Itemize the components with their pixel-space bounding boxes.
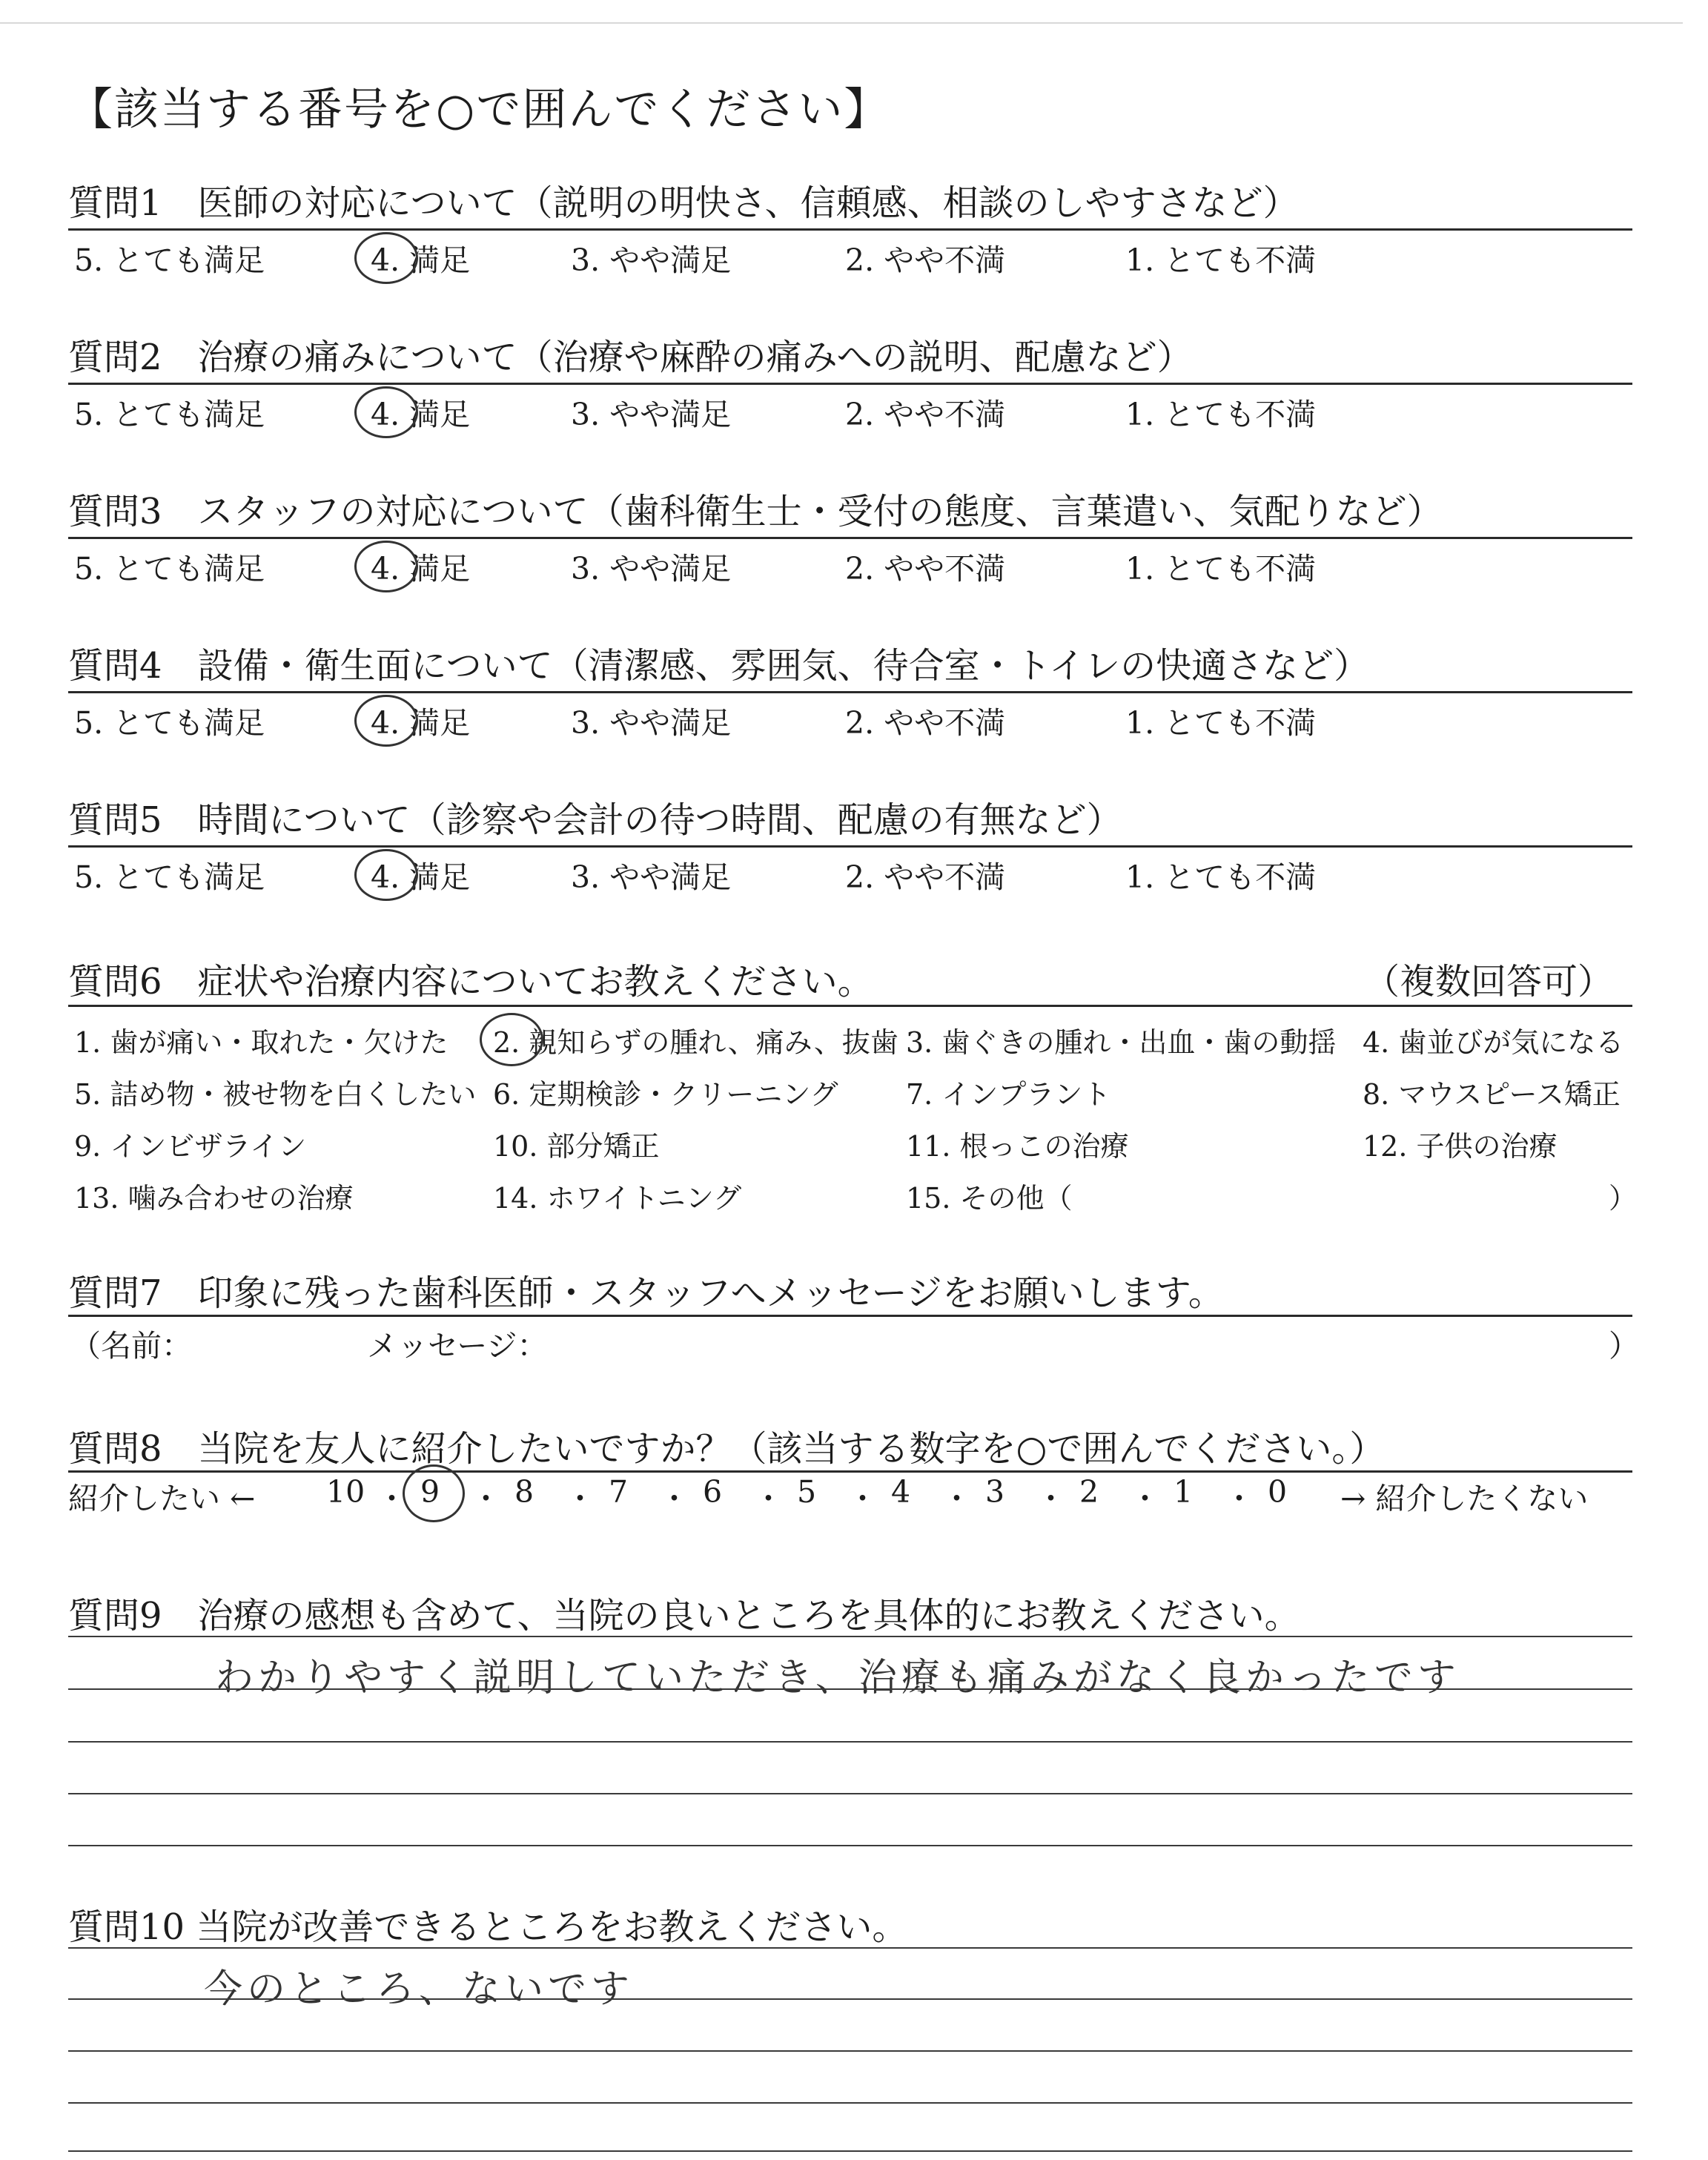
q7-close-paren: ） (1609, 1328, 1639, 1364)
q6-option: ） (1609, 1182, 1638, 1215)
q8-scale-number: 0 (1268, 1474, 1288, 1510)
q8-scale-number: 2 (1079, 1474, 1099, 1510)
q1-option-3: 3. やや満足 (571, 242, 732, 278)
q10-rule (68, 1947, 1632, 1949)
q9-title: 質問9 治療の感想も含めて、当院の良いところを具体的にお教えください。 (68, 1595, 1300, 1636)
q2-option-3: 3. やや満足 (571, 397, 732, 432)
q8-scale-dot: ・ (753, 1481, 784, 1516)
q2-option-5: 5. とても満足 (74, 397, 265, 432)
q3-option-3: 3. やや満足 (571, 551, 732, 587)
q8-scale-number: 5 (797, 1474, 817, 1510)
q5-underline (68, 845, 1632, 848)
selection-circle (354, 695, 418, 747)
selection-circle (354, 232, 418, 284)
q1-underline (68, 228, 1632, 231)
q4-option-5: 5. とても満足 (74, 705, 265, 741)
page-edge (0, 22, 1683, 24)
selection-circle (403, 1464, 465, 1522)
q6-option: 5. 詰め物・被せ物を白くしたい (74, 1078, 477, 1111)
q6-option: 3. 歯ぐきの腫れ・出血・歯の動揺 (906, 1026, 1337, 1059)
q2-option-1: 1. とても不満 (1125, 397, 1317, 432)
q8-scale-number: 7 (609, 1474, 629, 1510)
q6-option: 6. 定期検診・クリーニング (493, 1078, 838, 1111)
q8-scale-dot: ・ (1036, 1481, 1066, 1516)
q10-rule (68, 1998, 1632, 2000)
q5-option-3: 3. やや満足 (571, 859, 732, 895)
q2-option-4: 4. 満足 (371, 397, 471, 432)
q8-scale-number: 9 (420, 1474, 440, 1510)
q6-option: 12. 子供の治療 (1363, 1130, 1558, 1163)
q2-title: 質問2 治療の痛みについて（治療や麻酔の痛みへの説明、配慮など） (68, 337, 1193, 378)
q8-scale-dot: ・ (659, 1481, 689, 1516)
q1-option-1: 1. とても不満 (1125, 242, 1317, 278)
q8-right-label: → 紹介したくない (1340, 1481, 1589, 1516)
q9-rule (68, 1688, 1632, 1690)
q6-title: 質問6 症状や治療内容についてお教えください。 (68, 961, 873, 1003)
q9-rule (68, 1845, 1632, 1846)
q3-underline (68, 537, 1632, 539)
q8-left-label: 紹介したい ← (68, 1481, 256, 1516)
q8-scale-number: 6 (703, 1474, 723, 1510)
q6-option: 13. 噛み合わせの治療 (74, 1182, 354, 1215)
q8-scale-dot: ・ (471, 1481, 501, 1516)
q9-handwritten-answer: わかりやすく説明していただき、治療も痛みがなく良かったです (215, 1656, 1460, 1700)
q6-note: （複数回答可） (1364, 961, 1614, 1003)
q5-option-4: 4. 満足 (371, 859, 471, 895)
q10-rule (68, 2150, 1632, 2152)
q6-option: 14. ホワイトニング (493, 1182, 742, 1215)
q8-underline (68, 1470, 1632, 1473)
q6-option: 10. 部分矯正 (493, 1130, 660, 1163)
q4-option-3: 3. やや満足 (571, 705, 732, 741)
q5-title: 質問5 時間について（診察や会計の待つ時間、配慮の有無など） (68, 799, 1122, 841)
q8-scale-number: 3 (985, 1474, 1005, 1510)
q6-option: 8. マウスピース矯正 (1363, 1078, 1621, 1111)
q8-scale-dot: ・ (847, 1481, 878, 1516)
selection-circle (354, 541, 418, 592)
q8-scale-number: 10 (326, 1474, 365, 1510)
form-header: 【該当する番号を○で囲んでください】 (68, 84, 890, 136)
q8-scale-dot: ・ (377, 1481, 407, 1516)
selection-circle (354, 386, 418, 438)
q7-title: 質問7 印象に残った歯科医師・スタッフへメッセージをお願いします。 (68, 1272, 1224, 1314)
q10-handwritten-answer: 今のところ、ないです (204, 1967, 635, 2012)
q6-option: 11. 根っこの治療 (906, 1130, 1129, 1163)
q6-option: 7. インプラント (906, 1078, 1111, 1111)
q1-option-5: 5. とても満足 (74, 242, 265, 278)
q8-title: 質問8 当院を友人に紹介したいですか？（該当する数字を○で囲んでください。） (68, 1428, 1386, 1470)
q4-title: 質問4 設備・衛生面について（清潔感、雰囲気、待合室・トイレの快適さなど） (68, 645, 1370, 687)
q4-underline (68, 691, 1632, 693)
q10-rule (68, 2102, 1632, 2104)
q6-underline (68, 1005, 1632, 1007)
q9-rule (68, 1636, 1632, 1637)
q1-title: 質問1 医師の対応について（説明の明快さ、信頼感、相談のしやすさなど） (68, 182, 1299, 224)
q9-rule (68, 1793, 1632, 1794)
q3-option-1: 1. とても不満 (1125, 551, 1317, 587)
q8-scale-number: 1 (1174, 1474, 1194, 1510)
q1-option-2: 2. やや不満 (845, 242, 1006, 278)
q2-underline (68, 383, 1632, 385)
q3-title: 質問3 スタッフの対応について（歯科衛生士・受付の態度、言葉遣い、気配りなど） (68, 491, 1443, 532)
q5-option-5: 5. とても満足 (74, 859, 265, 895)
q4-option-1: 1. とても不満 (1125, 705, 1317, 741)
q1-option-4: 4. 満足 (371, 242, 471, 278)
q6-option: 4. 歯並びが気になる (1363, 1026, 1624, 1059)
selection-circle (480, 1013, 543, 1066)
q5-option-1: 1. とても不満 (1125, 859, 1317, 895)
q10-rule (68, 2050, 1632, 2052)
q5-option-2: 2. やや不満 (845, 859, 1006, 895)
q6-option: 15. その他（ (906, 1182, 1073, 1215)
q6-option: 1. 歯が痛い・取れた・欠けた (74, 1026, 448, 1059)
q8-scale-number: 4 (891, 1474, 911, 1510)
q2-option-2: 2. やや不満 (845, 397, 1006, 432)
q6-option: 9. インビザライン (74, 1130, 307, 1163)
q8-scale-dot: ・ (565, 1481, 595, 1516)
q6-option: 2. 親知らずの腫れ、痛み、抜歯 (493, 1026, 898, 1059)
q8-scale-dot: ・ (1224, 1481, 1254, 1516)
q7-underline (68, 1315, 1632, 1317)
q9-rule (68, 1741, 1632, 1743)
q7-name-label: （名前： (70, 1328, 192, 1364)
q3-option-4: 4. 満足 (371, 551, 471, 587)
q8-scale-dot: ・ (941, 1481, 972, 1516)
q8-scale-dot: ・ (1130, 1481, 1160, 1516)
q3-option-5: 5. とても満足 (74, 551, 265, 587)
q4-option-2: 2. やや不満 (845, 705, 1006, 741)
q7-message-label: メッセージ： (367, 1328, 548, 1364)
selection-circle (354, 849, 418, 901)
q3-option-2: 2. やや不満 (845, 551, 1006, 587)
q4-option-4: 4. 満足 (371, 705, 471, 741)
q10-title: 質問10 当院が改善できるところをお教えください。 (68, 1906, 908, 1948)
q8-scale-number: 8 (514, 1474, 534, 1510)
